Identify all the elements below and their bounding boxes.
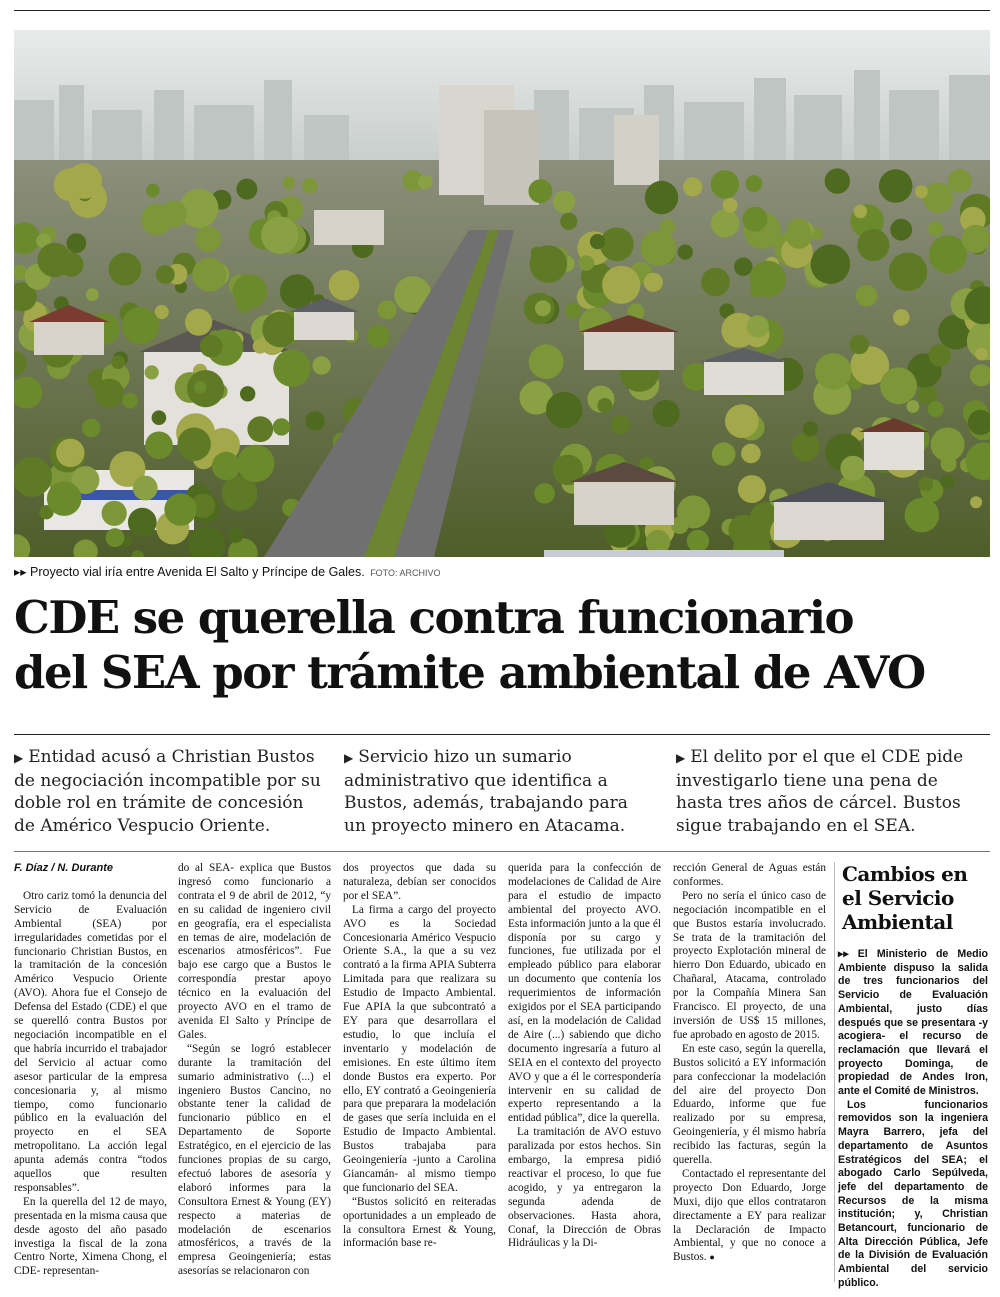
tree — [54, 168, 87, 201]
tree — [602, 266, 640, 304]
tree — [102, 501, 127, 526]
tree — [196, 226, 222, 252]
tree — [850, 335, 869, 354]
tree — [236, 179, 257, 200]
paragraph: dos proyectos que dada su naturaleza, debían ser conocidos por el SEA”. — [343, 862, 496, 902]
tree — [367, 325, 390, 348]
tree — [546, 392, 582, 428]
tree — [534, 483, 555, 504]
tree — [95, 379, 124, 408]
deck-3-text: El delito por el que el CDE pide investigarlo tiene una pena de hasta tres años de cárcel. Bustos sigue trabajando en el SEA. — [676, 747, 964, 836]
headline-line-2: del SEA por trámite ambiental de AVO — [14, 646, 925, 699]
tree — [948, 169, 972, 193]
tree — [237, 445, 274, 482]
tree — [678, 245, 693, 260]
tree — [280, 274, 314, 308]
tree — [645, 181, 678, 214]
tree — [750, 284, 764, 298]
photo-credit: FOTO: ARCHIVO — [370, 568, 441, 578]
article-column-1 — [14, 862, 167, 1279]
tree — [879, 169, 913, 203]
tree — [212, 452, 240, 480]
city-aerial-illustration — [14, 30, 990, 557]
tree — [553, 191, 575, 213]
tree — [579, 255, 594, 270]
tree — [240, 386, 255, 401]
tree — [312, 356, 330, 374]
tree — [152, 410, 167, 425]
tree — [915, 185, 928, 198]
tree — [653, 400, 680, 427]
headline — [14, 590, 994, 700]
tree — [854, 205, 868, 219]
triangle-bullet-icon: ▶ — [14, 751, 24, 765]
tree — [109, 253, 142, 286]
tree — [146, 184, 160, 198]
tree — [164, 493, 196, 525]
tree — [712, 442, 736, 466]
tree — [825, 168, 850, 193]
tree — [738, 475, 766, 503]
tree — [811, 244, 851, 284]
tree — [86, 288, 99, 301]
sidebar-divider — [834, 862, 835, 1282]
tree — [106, 528, 125, 547]
caption-text: ▸▸ Proyecto vial iría entre Avenida El Salto y Príncipe de Gales. — [14, 565, 365, 579]
paragraph: do al SEA- explica que Bustos ingresó como funcionario a contrata el 9 de abril de 2012, “y en su calidad de ingeniero civil en geografía, era el especialista en temas de aire, modelación de escenarios atmosféricos”. Fue bajo ese cargo que a Bustos le correspondía prestar apoyo técnico en la evaluación del proyecto AVO en el tramo de avenida El Salto y Príncipe de Gales. — [178, 862, 331, 1041]
tree — [715, 217, 735, 237]
headline-rule — [14, 734, 990, 735]
tree — [156, 265, 175, 284]
tree — [940, 475, 954, 489]
tree — [329, 270, 360, 301]
deck-1-text: Entidad acusó a Christian Bustos de negociación incompatible por su doble rol en trámite de concesión de Américo Vespucio Oriente. — [14, 747, 321, 836]
tree — [905, 498, 940, 533]
tree — [247, 416, 273, 442]
tree — [822, 355, 851, 384]
tree — [528, 179, 552, 203]
tree — [597, 398, 612, 413]
tree — [535, 300, 551, 316]
tree — [880, 367, 917, 404]
sidebar-body — [838, 948, 988, 1291]
tree — [378, 300, 397, 319]
tree — [889, 253, 927, 291]
tree — [177, 428, 210, 461]
sidebar-paragraph: Los funcionarios removidos son la ingeniera Mayra Barrero, jefa del departamento de Asuntos Estratégicos del SEA; el abogado Carlo Sepúlveda, jefe del departamento de Recursos de la misma institución; y, Christian Betancourt, funcionario de Alta Dirección Pública, Jefe de la División de Evaluación Ambiental del servicio público. — [838, 1098, 988, 1289]
tree — [229, 528, 244, 543]
tree — [145, 365, 159, 379]
tree — [840, 456, 865, 481]
article-column-5 — [673, 862, 826, 1265]
paragraph-last — [673, 1168, 826, 1265]
tree — [200, 335, 223, 358]
sidebar-title: Cambios en el Servicio Ambiental — [842, 862, 968, 934]
paragraph: Pero no sería el único caso de negociación incompatible en el que Bustos estaría involucrado. Se trata de la tramitación del proyecto Explotación mineral de hierro Don Eduardo, ubicado en Chañaral, Atacama, controlado por la Compañía Minera San Francisco. El proyecto, de una inversión de US$ 15 millones, fue aprobado en agosto de 2015. — [673, 889, 826, 1041]
tree — [122, 393, 138, 409]
tree — [746, 175, 763, 192]
tree — [683, 177, 702, 196]
paragraph: “Según se logró establecer durante la tramitación del sumario administrativo (...) el ingeniero Bustos Cancino, no obstante tener la calidad de funcionario público en el Departamento de Soporte Estratégico, en el ejercicio de las funciones propias de su cargo, efectuó labores de asesoría y elaboró informes para la Consultora Ernest & Young (EY) respecto a materias de modelación de escenarios atmosféricos, a través de la empresa Geoingeniería; estas asesorías se relacionaron con — [178, 1042, 331, 1278]
tree — [907, 400, 920, 413]
tree — [962, 225, 990, 253]
tree — [975, 348, 988, 361]
tree — [530, 245, 568, 283]
tree — [565, 303, 581, 319]
tree — [641, 230, 677, 266]
sidebar-paragraph: ▸▸ El Ministerio de Medio Ambiente dispuso la salida de tres funcionarios del Servicio de Evaluación Ambiental, justo días después que se presentara -y acogiera- el recurso de reclamación que llevará el proyecto Dominga, de propiedad de Andes Iron, ante el Comité de Ministros. — [838, 948, 988, 1098]
tree — [919, 477, 934, 492]
tree — [747, 315, 769, 337]
tree — [701, 268, 730, 297]
tree — [644, 273, 663, 292]
tree — [590, 234, 605, 249]
tree — [273, 418, 290, 435]
byline: F. Díaz / N. Durante — [14, 862, 114, 874]
tree — [305, 411, 325, 431]
tree — [890, 219, 912, 241]
paragraph: En la querella del 12 de mayo, presentada en la misma causa que desde agosto del año pasado investiga la fiscal de la zona Centro Norte, Ximena Chong, el CDE- representan- — [14, 1195, 167, 1278]
tree — [741, 444, 761, 464]
tree — [47, 481, 82, 516]
article-column-2 — [178, 862, 331, 1279]
tree — [192, 258, 226, 292]
tree — [611, 415, 630, 434]
triangle-bullet-icon: ▶ — [676, 751, 686, 765]
tree — [725, 404, 759, 438]
paragraph: La firma a cargo del proyecto AVO es la Sociedad Concesionaria Américo Vespucio Oriente S.A., la que a su vez contrató a la firma APIA Subterra Limitada para que realizara su Estudio de Impacto Ambiental. Fue APIA la que subcontrató a EY para que desarrollara el estudio, lo que incluía el inventario y modelación de emisiones. En este último ítem donde Bustos era experto. Por ello, EY contrató a Geoingeniería para que preparara la modelación de gases que sería incluida en el Estudio de Impacto Ambiental. Bustos trabajaba para Geoingeniería -junto a Carolina Giancamán- al mismo tiempo que funcionario del SEA. — [343, 903, 496, 1194]
tree — [787, 218, 810, 241]
tree — [262, 312, 298, 348]
tree — [856, 285, 878, 307]
paragraph: rección General de Aguas están conformes. — [673, 862, 826, 888]
tree — [600, 227, 634, 261]
tree — [283, 177, 296, 190]
tree — [233, 274, 268, 309]
tree — [734, 258, 752, 276]
triangle-bullet-icon: ▶ — [344, 751, 354, 765]
tree — [14, 457, 52, 497]
tree — [141, 204, 172, 235]
headline-line-1: CDE se querella contra funcionario — [14, 591, 854, 644]
tree — [145, 432, 173, 460]
paragraph: La tramitación de AVO estuvo paralizada por estos hechos. Sin embargo, la empresa pidió reactivar el proceso, lo que fue acogido, y ya entregaron la segunda adenda de observaciones. Hasta ahora, Conaf, la Dirección de Obras Hidráulicas y la Di- — [508, 1126, 661, 1250]
end-mark-icon: ● — [709, 1252, 715, 1263]
tree — [723, 198, 738, 213]
article-column-3 — [343, 862, 496, 1251]
tree — [529, 344, 564, 379]
tree — [929, 235, 967, 273]
tree — [302, 178, 318, 194]
tree — [273, 349, 310, 386]
tree — [418, 175, 433, 190]
tree — [742, 207, 767, 232]
tree — [111, 355, 125, 369]
tree — [261, 217, 298, 254]
paragraph: “Bustos solicitó en reiteradas oportunidades a un empleado de la consultora Ernest & Young, información base re- — [343, 1195, 496, 1250]
tree — [803, 421, 818, 436]
tree — [67, 233, 87, 253]
tree — [931, 428, 965, 462]
tree — [122, 307, 159, 344]
tree — [711, 170, 739, 198]
tree — [185, 309, 212, 336]
sidebar-box — [838, 862, 988, 1291]
tree — [82, 419, 101, 438]
deck-2 — [344, 746, 649, 837]
deck-2-text: Servicio hizo un sumario administrativo que identifica a Bustos, además, trabajando para un proyecto minero en Atacama. — [344, 747, 628, 836]
paragraph: Otro cariz tomó la denuncia del Servicio de Evaluación Ambiental (SEA) por irregularidades cometidas por el funcionario Christian Bustos, en la tramitación de la concesión Américo Vespucio Oriente (AVO). Ahora fue el Consejo de Defensa del Estado (CDE) el que se querelló contra Bustos por negociación incompatible en el que habría incurrido el trabajador del Servicio al actuar como asesor particular de la empresa concesionaria y, al mismo tiempo, como funcionario público en la evaluación del proyecto en el SEA metropolitano. La acción legal apunta además contra “todos aquellos que resulten responsables”. — [14, 889, 167, 1194]
tree — [194, 381, 206, 393]
deck-1 — [14, 746, 324, 837]
body-rule — [14, 851, 990, 852]
tree — [560, 213, 577, 230]
tree — [928, 401, 944, 417]
city-aerial-photo — [14, 30, 990, 557]
tree — [929, 344, 951, 366]
tree — [923, 183, 954, 214]
paragraph: querida para la confección de modelaciones de Calidad de Aire para el estudio de impacto ambiental del proyecto AVO. Esta información junto a la que él disponía por su cargo y funciones, fue utilizada por el empleado público para elaborar un documento que contenía los requerimientos de información exigidos por el SEA participando así, en la modelación de Calidad de Aire (...) sabiendo que dicho documento ingresaría a futuro al SEIA en el contexto del proyecto AVO y que a él le correspondería intervenir en su calidad de experto representando a la entidad pública”, dice la querella. — [508, 862, 661, 1125]
tree — [893, 309, 910, 326]
tree — [128, 508, 157, 537]
tree — [728, 515, 758, 545]
tree — [133, 476, 158, 501]
tree — [928, 221, 943, 236]
photo-caption — [14, 564, 441, 579]
tree — [970, 496, 982, 508]
paragraph: En este caso, según la querella, Bustos solicitó a EY información para confeccionar la modelación del aire del proyecto Don Eduardo, informe que fue realizado por su empresa, Geoingeniería, y él mismo habría recibido las facturas, según la querella. — [673, 1042, 826, 1167]
tree — [37, 243, 71, 277]
deck-3 — [676, 746, 986, 837]
top-rule — [14, 10, 990, 11]
tree — [56, 439, 84, 467]
paragraph-last-text: Contactado el representante del proyecto Don Eduardo, Jorge Muxi, dijo que ellos contrataron directamente a EY para realizar la Declaración de Impacto Ambiental, y que no conoce a Bustos. — [673, 1167, 826, 1264]
tree — [687, 530, 709, 552]
article-column-4 — [508, 862, 661, 1251]
tree — [791, 433, 819, 461]
tree — [857, 229, 889, 261]
